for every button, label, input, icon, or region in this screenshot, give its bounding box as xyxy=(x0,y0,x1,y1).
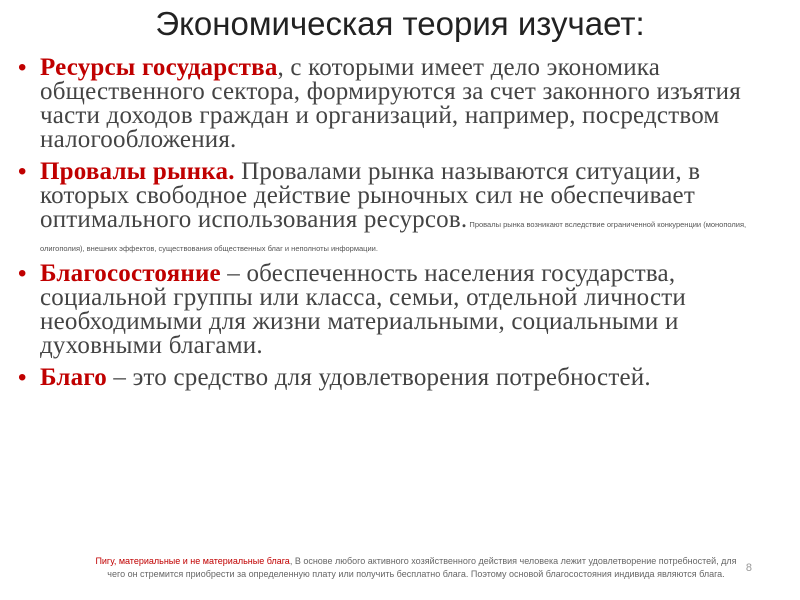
bullet-text: – обеспеченность населения государства, социальной группы или класса, семьи, отдельной личности необходимыми для жизни материальными, социальными и духовными благами. xyxy=(40,260,686,359)
bullet-list xyxy=(18,56,788,390)
term-resources: Ресурсы государства xyxy=(40,54,278,81)
bullet-text: Провалами рынка называются ситуации, в которых свободное действие рыночных сил не обеспечивает оптимального использования ресурсов. xyxy=(40,158,701,233)
term-suffix: . xyxy=(228,158,235,185)
footer-text: , В основе любого активного хозяйственного действия человека лежит удовлетворение потребностей, для чего он стремится приобрести за определенную плату или получить бесплатно блага. Поэтому основой благосостояния индивида являются блага. xyxy=(107,556,737,579)
bullet-item-resources xyxy=(18,56,788,152)
bullet-text: – это средство для удовлетворения потребностей. xyxy=(106,364,651,391)
bullet-marker: • xyxy=(18,260,27,287)
bullet-text: , с которыми имеет дело экономика общественного сектора, формируются за счет законного изъятия части доходов граждан и организаций, например, посредством налогообложения. xyxy=(40,54,741,153)
term-market-failures: Провалы рынка xyxy=(40,158,229,185)
footer-note xyxy=(86,555,746,581)
term-good: Благо xyxy=(40,364,107,391)
slide-title: Экономическая теория изучает: xyxy=(155,5,645,42)
footer-term: Пигу, материальные и не материальные блага xyxy=(95,556,290,566)
bullet-marker: • xyxy=(18,54,27,81)
market-failures-note: Провалы рынка возникают вследствие ограниченной конкуренции (монополия, олигополия), внешних эффектов, существования общественных благ и неполноты информации. xyxy=(40,220,747,253)
bullet-marker: • xyxy=(18,364,27,391)
term-welfare: Благосостояние xyxy=(40,260,221,287)
bullet-item-market-failures xyxy=(18,160,788,256)
bullet-item-welfare xyxy=(18,262,788,358)
page-number: 8 xyxy=(745,562,752,574)
bullet-item-good xyxy=(18,366,788,390)
bullet-marker: • xyxy=(18,158,27,185)
